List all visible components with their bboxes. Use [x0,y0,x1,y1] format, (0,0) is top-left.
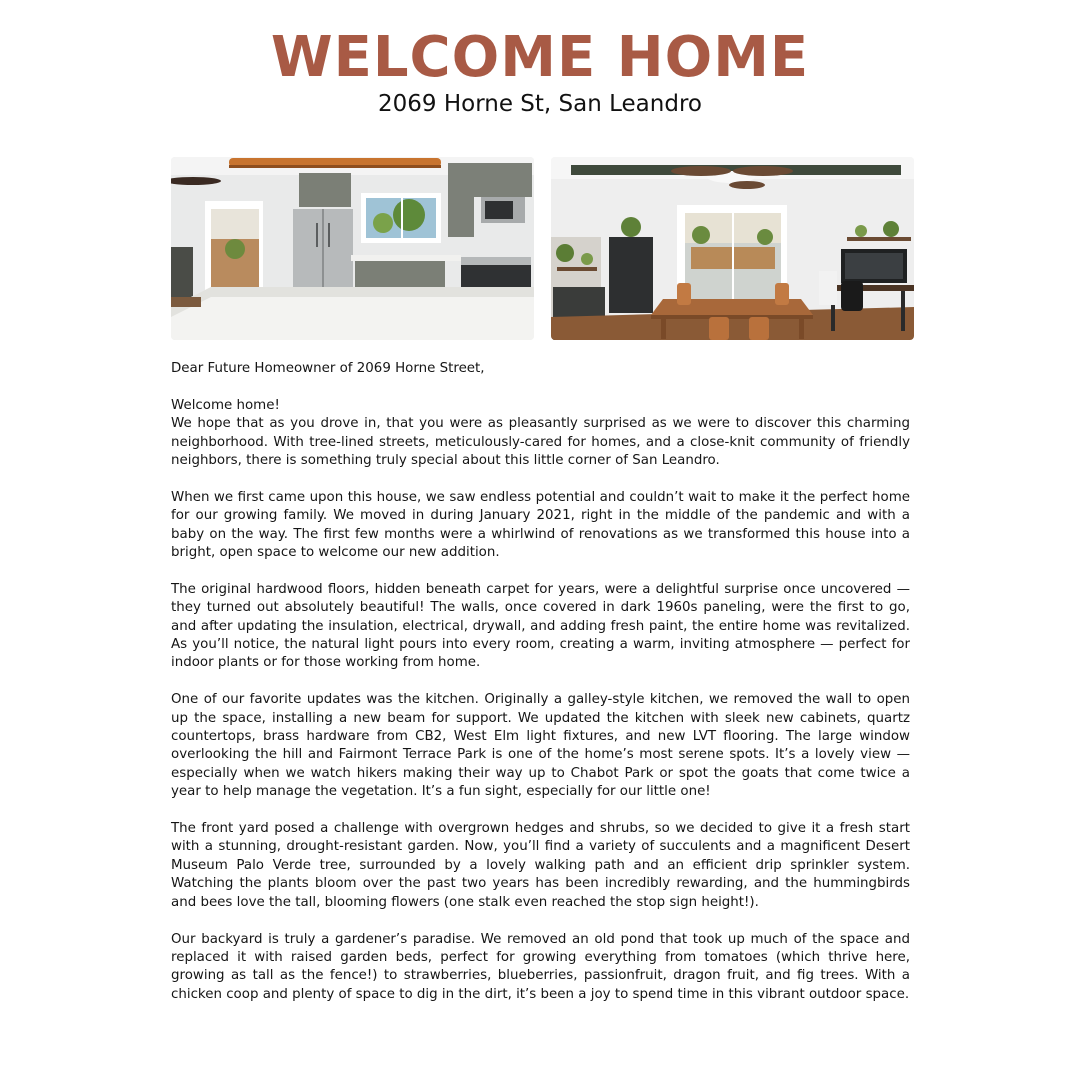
letter-salutation: Dear Future Homeowner of 2069 Horne Street, [171,361,485,376]
dining-room-photo [551,157,914,340]
letter-paragraph: Our backyard is truly a gardener’s paradise. We removed an old pond that took up much of the space and replaced it with raised garden beds, perfect for growing everything from tomatoes (which thrive here, growing as tall as the fence!) to strawberries, blueberries, passionfruit, dragon fruit, and fig trees. With a chicken coop and plenty of space to dig in the dirt, it’s been a joy to spend time in this vibrant outdoor space. [171,931,910,1002]
letter-greeting: Welcome home! [171,397,280,413]
letter-paragraph: When we first came upon this house, we saw endless potential and couldn’t wait to make it the perfect home for our growing family. We moved in during January 2021, right in the middle of the pandemic and with a baby on the way. The first few months were a whirlwind of renovations as we transformed this house into a bright, open space to welcome our new addition. [171,489,910,561]
letter-paragraph: One of our favorite updates was the kitchen. Originally a galley-style kitchen, we removed the wall to open up the space, installing a new beam for support. We updated the kitchen with sleek new cabinets, quartz countertops, brass hardware from CB2, West Elm light fixtures, and new LVT flooring. The large window overlooking the hill and Fairmont Terrace Park is one of the home’s most serene spots. It’s a lovely view — especially when we watch hikers making their way up to Chabot Park or spot the goats that come twice a year to help manage the vegetation. It’s a fun sight, especially for our little one! [171,692,910,800]
page-title: WELCOME HOME [270,25,810,90]
property-address: 2069 Horne St, San Leandro [378,91,702,117]
kitchen-photo [171,157,534,340]
letter-paragraph: The original hardwood floors, hidden beneath carpet for years, were a delightful surprise once uncovered — they turned out absolutely beautiful! The walls, once covered in dark 1960s paneling, were the first to go, and after updating the insulation, electrical, drywall, and adding fresh paint, the entire home was revitalized. As you’ll notice, the natural light pours into every room, creating a warm, inviting atmosphere — perfect for indoor plants or for those working from home. [171,581,910,671]
letter-paragraph: We hope that as you drove in, that you were as pleasantly surprised as we were to discover this charming neighborhood. With tree-lined streets, meticulously-cared for homes, and a close-knit community of friendly neighbors, there is something truly special about this little corner of San Leandro. [171,416,910,469]
letter-paragraph: The front yard posed a challenge with overgrown hedges and shrubs, so we decided to give it a fresh start with a stunning, drought-resistant garden. Now, you’ll find a variety of succulents and a magnificent Desert Museum Palo Verde tree, surrounded by a lovely walking path and an efficient drip sprinkler system. Watching the plants bloom over the past two years has been incredibly rewarding, and the hummingbirds and bees love the tall, blooming flowers (one stalk even reached the stop sign height!). [171,821,910,910]
welcome-letter [171,360,910,1023]
